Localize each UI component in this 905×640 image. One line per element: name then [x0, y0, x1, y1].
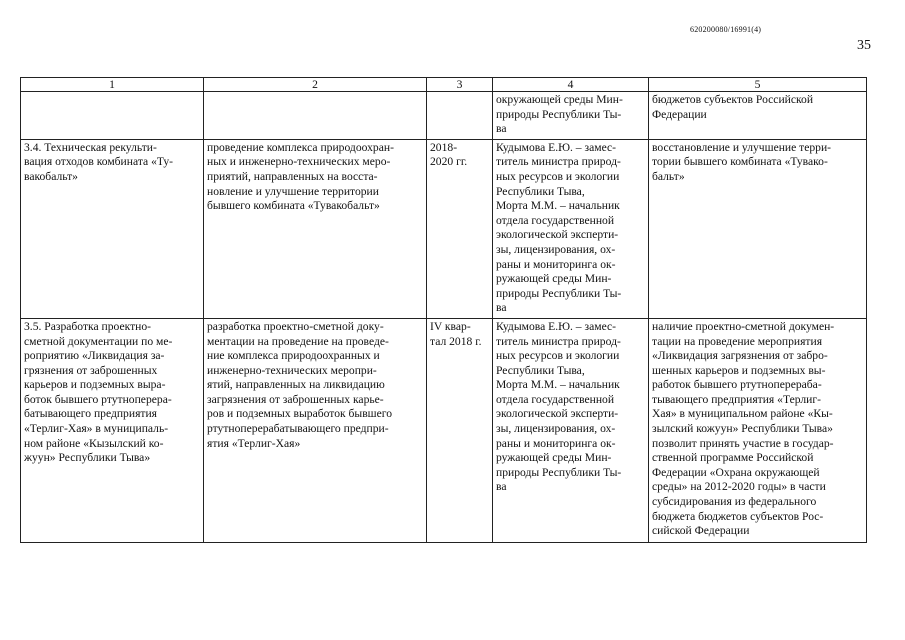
measures-table	[20, 77, 867, 543]
cell-activity	[21, 92, 204, 140]
cell-period	[427, 318, 493, 542]
cell-result	[649, 139, 867, 318]
cell-activity	[21, 318, 204, 542]
cell-responsible	[493, 318, 649, 542]
cell-text: Кудымова Е.Ю. – замес- титель министра природ- ных ресурсов и экологии Республики Тыва, Морта М.М. – начальник отдела государственной экологической эксперти- зы, лицензирования, ох- раны и мониторинга ок- ружающей среды Мин- природы Республики Ты- ва	[496, 319, 622, 494]
column-header-4: 4	[493, 78, 649, 92]
cell-text: окружающей среды Мин- природы Республики Ты- ва	[496, 93, 623, 136]
page-number: 35	[857, 38, 871, 53]
cell-text: восстановление и улучшение терри- тории бывшего комбината «Тувако- бальт»	[652, 140, 832, 183]
cell-text: 3.5. Разработка проектно- сметной документации по ме- роприятию «Ликвидация за- грязнения от заброшенных карьеров и подземных выра- боток бывшего ртутноперера- батывающего предприятия «Терлиг-Хая» в муниципаль- ном районе «Кызылский ко- жуун» Республики Тыва»	[24, 319, 173, 465]
cell-text: разработка проектно-сметной доку- ментации на проведение на проведе- ние комплекса природоохранных и инженерно-технических меропри- ятий, направленных на ликвидацию загрязнения от заброшенных карье- ров и подземных выработок бывшего ртутноперерабатывающего предпри- ятия «Терлиг-Хая»	[207, 319, 393, 450]
column-header-3: 3	[427, 78, 493, 92]
cell-text: наличие проектно-сметной докумен- тации на проведение мероприятия «Ликвидация загрязнения от забро- шенных карьеров и подземных вы- работок бывшего ртутноперераба- тывающего предприятия «Терлиг- Хая» в муниципальном районе «Кы- зылский кожуун» Республики Тыва» позволит принять участие в государ- ственной программе Российской Федерации «Охрана окружающей среды» на 2012-2020 годы» в части субсидирования из федерального бюджета бюджетов субъектов Рос- сийской Федерации	[652, 319, 835, 538]
column-header-1: 1	[21, 78, 204, 92]
cell-text: 2018- 2020 гг.	[430, 140, 468, 169]
cell-text: IV квар- тал 2018 г.	[430, 319, 482, 348]
cell-content	[204, 139, 427, 318]
column-header-2: 2	[204, 78, 427, 92]
cell-activity	[21, 139, 204, 318]
cell-text: 3.4. Техническая рекульти- вация отходов комбината «Ту- вакобальт»	[24, 140, 174, 183]
cell-text: бюджетов субъектов Российской Федерации	[652, 93, 814, 121]
table-row	[21, 92, 867, 140]
cell-text: проведение комплекса природоохран- ных и инженерно-технических меро- приятий, направленных на восста- новление и улучшение территории бывшего комбината «Тувакобальт»	[207, 140, 394, 213]
cell-text: Кудымова Е.Ю. – замес- титель министра природ- ных ресурсов и экологии Республики Тыва, Морта М.М. – начальник отдела государственной экологической эксперти- зы, лицензирования, ох- раны и мониторинга ок- ружающей среды Мин- природы Республики Ты- ва	[496, 140, 622, 315]
cell-period	[427, 92, 493, 140]
cell-result	[649, 318, 867, 542]
column-header-5: 5	[649, 78, 867, 92]
cell-period	[427, 139, 493, 318]
cell-responsible	[493, 92, 649, 140]
cell-result	[649, 92, 867, 140]
table-row	[21, 318, 867, 542]
cell-content	[204, 92, 427, 140]
table-header-row	[21, 78, 867, 92]
cell-responsible	[493, 139, 649, 318]
document-code: 620200080/16991(4)	[690, 25, 762, 34]
table-row	[21, 139, 867, 318]
cell-content	[204, 318, 427, 542]
